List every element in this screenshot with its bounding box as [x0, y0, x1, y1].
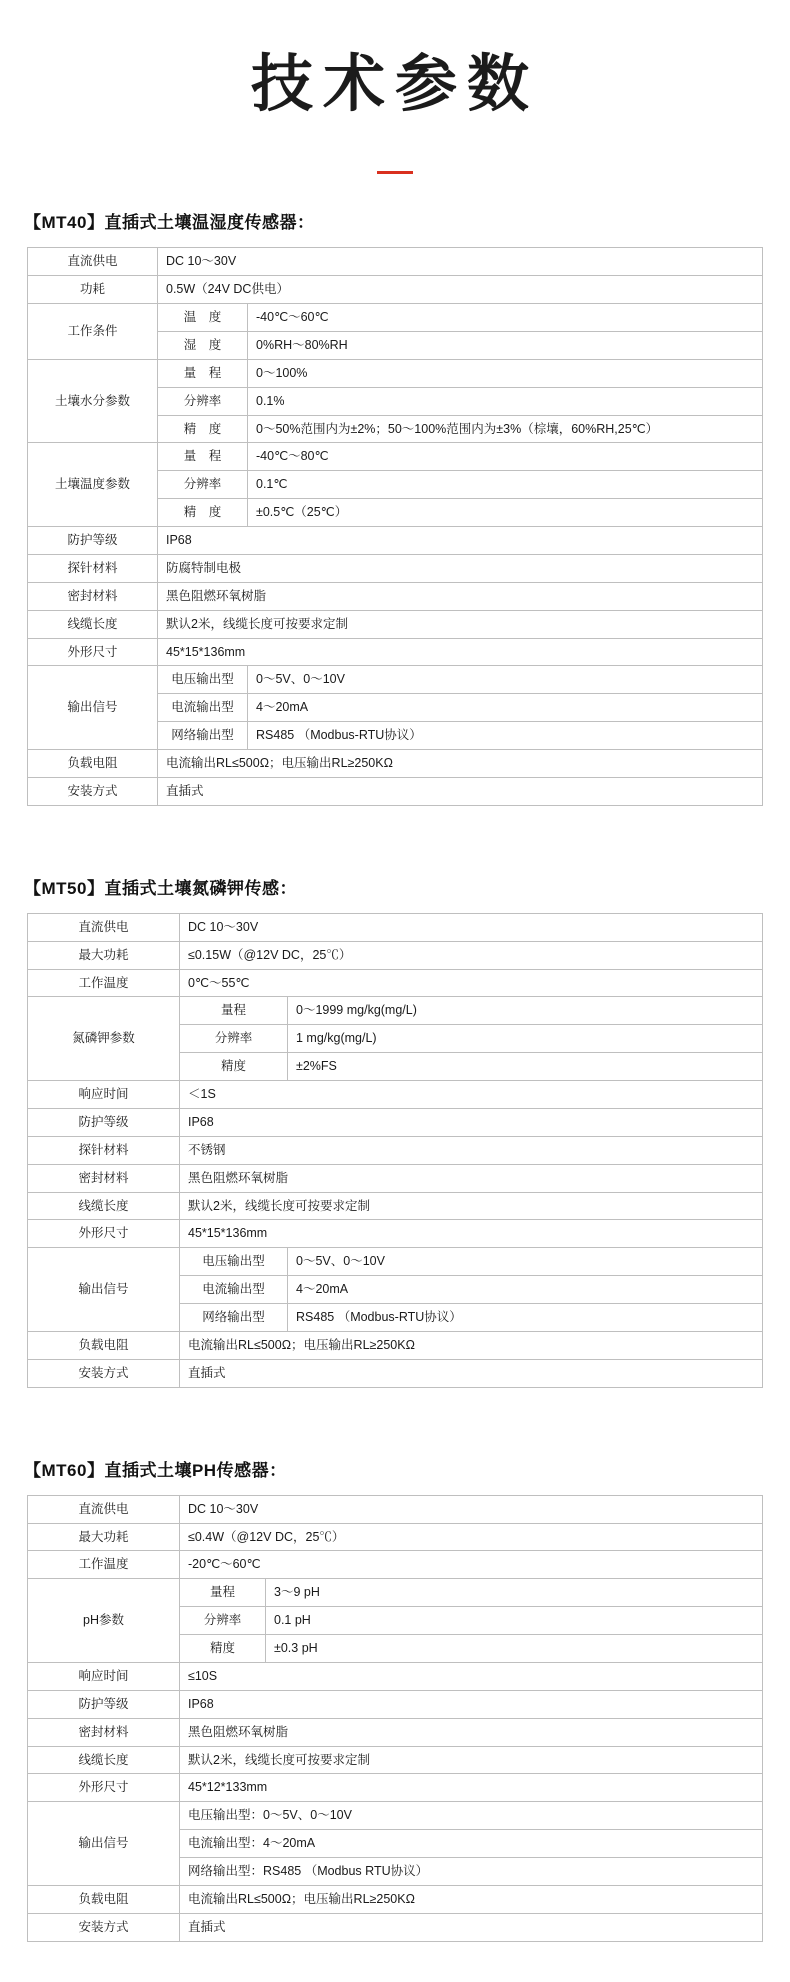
row-value: IP68: [180, 1690, 763, 1718]
row-value: 默认2米，线缆长度可按要求定制: [180, 1192, 763, 1220]
row-value: 防腐特制电极: [158, 554, 763, 582]
row-value: 0.1℃: [248, 471, 763, 499]
row-value: 0〜5V、0〜10V: [288, 1248, 763, 1276]
row-subkey: 量 程: [158, 359, 248, 387]
spec-table-mt50: [27, 913, 763, 1388]
table-row: [28, 777, 763, 805]
row-value: 0.1 pH: [266, 1607, 763, 1635]
row-value: 0℃〜55℃: [180, 969, 763, 997]
table-row: [28, 582, 763, 610]
section-mt50: [0, 874, 790, 1388]
section-mt40: [0, 208, 790, 806]
row-label: 最大功耗: [28, 941, 180, 969]
table-row: [28, 1192, 763, 1220]
row-value: 1 mg/kg(mg/L): [288, 1025, 763, 1053]
table-row: [28, 750, 763, 778]
row-value: 电流输出型：4〜20mA: [180, 1830, 763, 1858]
row-value: ±0.3 pH: [266, 1635, 763, 1663]
row-value: 0.5W（24V DC供电）: [158, 276, 763, 304]
table-row: [28, 1331, 763, 1359]
row-value: 3〜9 pH: [266, 1579, 763, 1607]
row-value: 0.1%: [248, 387, 763, 415]
row-label: 探针材料: [28, 1136, 180, 1164]
row-subkey: 电流输出型: [180, 1276, 288, 1304]
row-label: 负载电阻: [28, 750, 158, 778]
row-label: 直流供电: [28, 248, 158, 276]
table-row: [28, 638, 763, 666]
row-subkey: 分辨率: [158, 471, 248, 499]
row-subkey: 精度: [180, 1635, 266, 1663]
row-value: 45*12*133mm: [180, 1774, 763, 1802]
row-label: 直流供电: [28, 1495, 180, 1523]
row-value: ≤0.15W（@12V DC，25℃）: [180, 941, 763, 969]
table-row: [28, 443, 763, 471]
spec-table-mt60: [27, 1495, 763, 1942]
row-label: 线缆长度: [28, 610, 158, 638]
row-label: 功耗: [28, 276, 158, 304]
section-mt60: [0, 1456, 790, 1942]
row-label: pH参数: [28, 1579, 180, 1663]
row-label: 氮磷钾参数: [28, 997, 180, 1081]
row-value: 直插式: [180, 1359, 763, 1387]
section-heading: 【MT40】直插式土壤温湿度传感器：: [24, 213, 315, 233]
table-row: [28, 1523, 763, 1551]
row-value: -20℃〜60℃: [180, 1551, 763, 1579]
row-label: 防护等级: [28, 1690, 180, 1718]
row-value: DC 10〜30V: [158, 248, 763, 276]
row-label: 负载电阻: [28, 1331, 180, 1359]
row-value: 0〜100%: [248, 359, 763, 387]
row-label: 安装方式: [28, 777, 158, 805]
section-heading: 【MT60】直插式土壤PH传感器：: [24, 1460, 287, 1480]
row-subkey: 电流输出型: [158, 694, 248, 722]
row-label: 工作温度: [28, 969, 180, 997]
row-value: 电流输出RL≤500Ω；电压输出RL≥250KΩ: [180, 1331, 763, 1359]
table-row: [28, 1579, 763, 1607]
row-value: -40℃〜80℃: [248, 443, 763, 471]
row-label: 负载电阻: [28, 1885, 180, 1913]
spec-table-mt40: [27, 247, 763, 806]
row-value: ≤10S: [180, 1662, 763, 1690]
row-subkey: 量 程: [158, 443, 248, 471]
table-row: [28, 1802, 763, 1830]
table-row: [28, 1220, 763, 1248]
row-subkey: 分辨率: [180, 1025, 288, 1053]
table-row: [28, 610, 763, 638]
spec-table-body: [28, 1495, 763, 1941]
table-row: [28, 1913, 763, 1941]
row-label: 线缆长度: [28, 1746, 180, 1774]
row-label: 响应时间: [28, 1662, 180, 1690]
row-value: 0〜50%范围内为±2%；50〜100%范围内为±3%（棕壤，60%RH,25℃）: [248, 415, 763, 443]
row-value: ≤0.4W（@12V DC，25℃）: [180, 1523, 763, 1551]
row-label: 密封材料: [28, 1718, 180, 1746]
table-row: [28, 304, 763, 332]
table-row: [28, 969, 763, 997]
row-subkey: 湿 度: [158, 331, 248, 359]
section-spacer: [0, 1388, 790, 1422]
row-value: 45*15*136mm: [158, 638, 763, 666]
row-value: IP68: [158, 527, 763, 555]
row-value: 0〜1999 mg/kg(mg/L): [288, 997, 763, 1025]
row-value: DC 10〜30V: [180, 1495, 763, 1523]
row-value: 不锈钢: [180, 1136, 763, 1164]
row-value: 4〜20mA: [248, 694, 763, 722]
row-label: 密封材料: [28, 582, 158, 610]
row-subkey: 精 度: [158, 499, 248, 527]
row-subkey: 分辨率: [180, 1607, 266, 1635]
row-label: 土壤温度参数: [28, 443, 158, 527]
row-value: 直插式: [158, 777, 763, 805]
row-value: 黑色阻燃环氧树脂: [180, 1164, 763, 1192]
spec-table-body: [28, 248, 763, 806]
row-value: 电流输出RL≤500Ω；电压输出RL≥250KΩ: [180, 1885, 763, 1913]
row-subkey: 电压输出型: [158, 666, 248, 694]
row-label: 最大功耗: [28, 1523, 180, 1551]
page-title: 技术参数: [250, 47, 539, 120]
row-subkey: 分辨率: [158, 387, 248, 415]
table-row: [28, 1662, 763, 1690]
table-row: [28, 941, 763, 969]
row-value: ＜1S: [180, 1081, 763, 1109]
table-row: [28, 997, 763, 1025]
row-value: 默认2米，线缆长度可按要求定制: [180, 1746, 763, 1774]
row-subkey: 量程: [180, 997, 288, 1025]
table-row: [28, 1164, 763, 1192]
table-row: [28, 1746, 763, 1774]
row-subkey: 电压输出型: [180, 1248, 288, 1276]
row-label: 外形尺寸: [28, 1220, 180, 1248]
row-subkey: 网络输出型: [180, 1304, 288, 1332]
row-value: RS485 （Modbus-RTU协议）: [288, 1304, 763, 1332]
row-value: 45*15*136mm: [180, 1220, 763, 1248]
row-subkey: 量程: [180, 1579, 266, 1607]
row-label: 密封材料: [28, 1164, 180, 1192]
row-subkey: 网络输出型: [158, 722, 248, 750]
row-value: 网络输出型：RS485 （Modbus RTU协议）: [180, 1858, 763, 1886]
row-value: -40℃〜60℃: [248, 304, 763, 332]
row-value: 0〜5V、0〜10V: [248, 666, 763, 694]
row-value: 0%RH〜80%RH: [248, 331, 763, 359]
table-row: [28, 276, 763, 304]
row-value: ±2%FS: [288, 1053, 763, 1081]
row-subkey: 温 度: [158, 304, 248, 332]
row-label: 输出信号: [28, 1248, 180, 1332]
table-row: [28, 1359, 763, 1387]
table-row: [28, 248, 763, 276]
row-label: 安装方式: [28, 1913, 180, 1941]
row-value: 黑色阻燃环氧树脂: [158, 582, 763, 610]
table-row: [28, 666, 763, 694]
row-value: IP68: [180, 1108, 763, 1136]
table-row: [28, 1136, 763, 1164]
row-value: DC 10〜30V: [180, 913, 763, 941]
section-heading: 【MT50】直插式土壤氮磷钾传感：: [24, 878, 297, 898]
row-value: ±0.5℃（25℃）: [248, 499, 763, 527]
row-subkey: 精 度: [158, 415, 248, 443]
title-divider: [377, 171, 413, 174]
row-label: 土壤水分参数: [28, 359, 158, 443]
table-row: [28, 1690, 763, 1718]
row-label: 工作温度: [28, 1551, 180, 1579]
row-label: 响应时间: [28, 1081, 180, 1109]
row-label: 外形尺寸: [28, 638, 158, 666]
section-spacer: [0, 806, 790, 840]
row-label: 探针材料: [28, 554, 158, 582]
row-value: 直插式: [180, 1913, 763, 1941]
row-value: 电压输出型：0〜5V、0〜10V: [180, 1802, 763, 1830]
row-label: 防护等级: [28, 1108, 180, 1136]
table-row: [28, 1081, 763, 1109]
row-value: 电流输出RL≤500Ω；电压输出RL≥250KΩ: [158, 750, 763, 778]
row-subkey: 精度: [180, 1053, 288, 1081]
table-row: [28, 1774, 763, 1802]
row-label: 线缆长度: [28, 1192, 180, 1220]
row-value: 4〜20mA: [288, 1276, 763, 1304]
table-row: [28, 1248, 763, 1276]
spec-table-body: [28, 913, 763, 1387]
row-label: 防护等级: [28, 527, 158, 555]
table-row: [28, 554, 763, 582]
row-value: 默认2米，线缆长度可按要求定制: [158, 610, 763, 638]
table-row: [28, 527, 763, 555]
row-value: 黑色阻燃环氧树脂: [180, 1718, 763, 1746]
table-row: [28, 1108, 763, 1136]
table-row: [28, 359, 763, 387]
row-label: 安装方式: [28, 1359, 180, 1387]
table-row: [28, 1885, 763, 1913]
row-label: 输出信号: [28, 666, 158, 750]
row-label: 工作条件: [28, 304, 158, 360]
table-row: [28, 1718, 763, 1746]
row-label: 直流供电: [28, 913, 180, 941]
table-row: [28, 913, 763, 941]
table-row: [28, 1551, 763, 1579]
table-row: [28, 1495, 763, 1523]
row-value: RS485 （Modbus-RTU协议）: [248, 722, 763, 750]
row-label: 输出信号: [28, 1802, 180, 1886]
row-label: 外形尺寸: [28, 1774, 180, 1802]
